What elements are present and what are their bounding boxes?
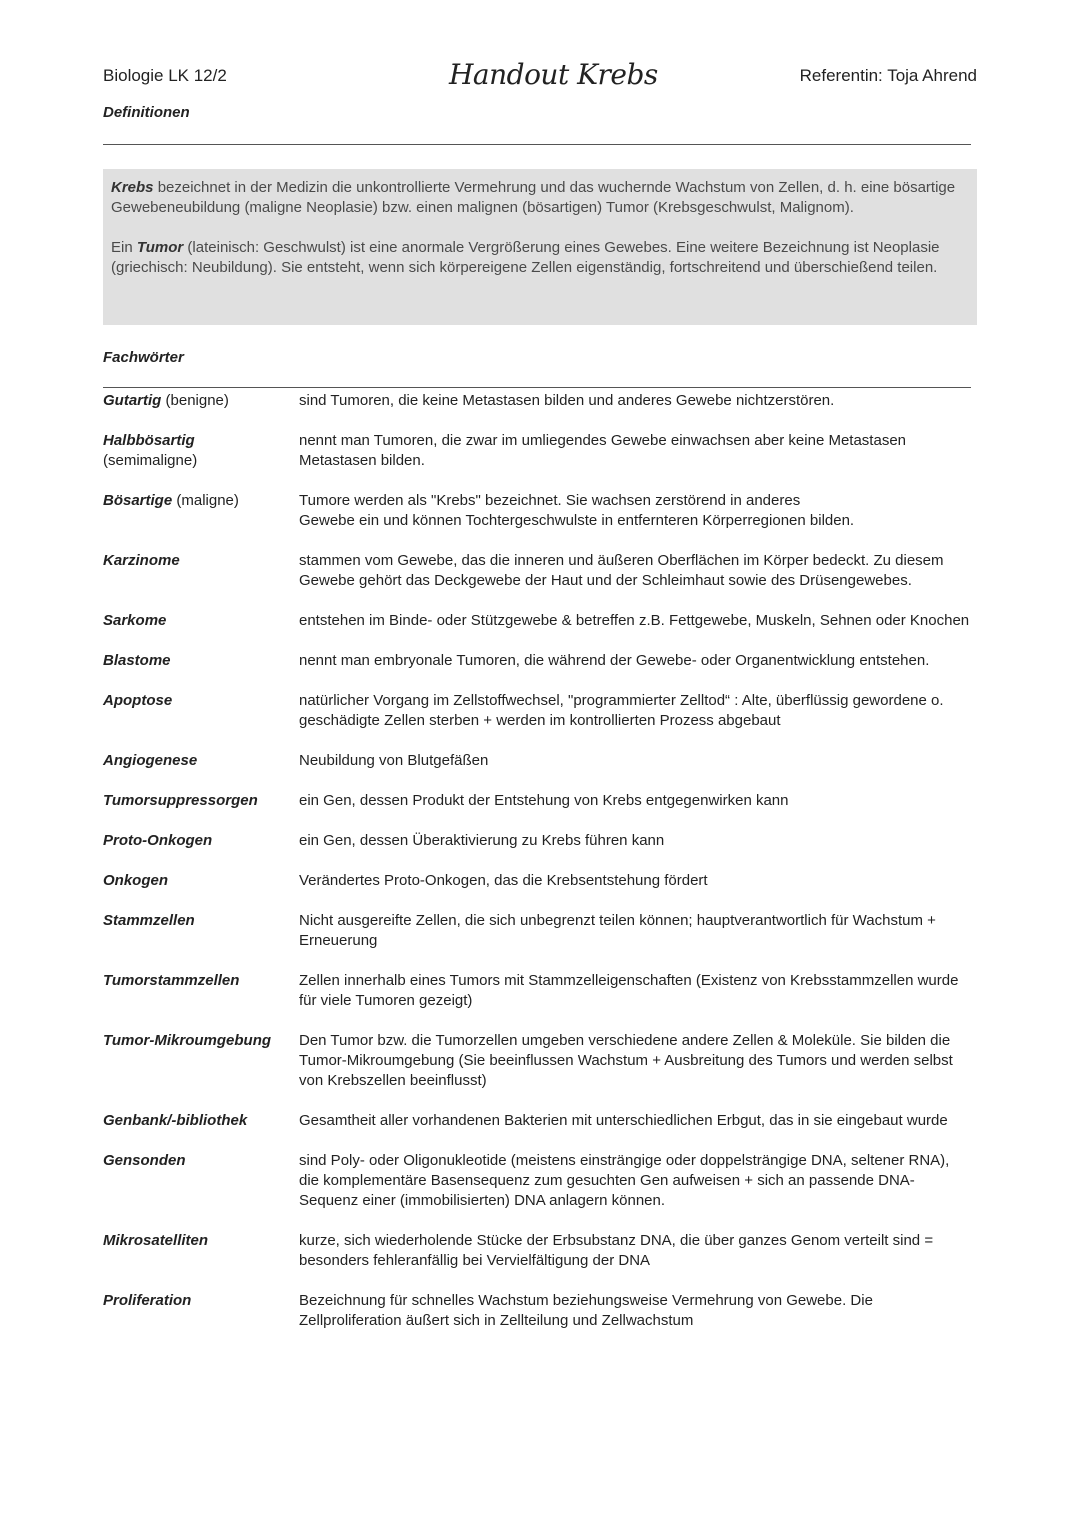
tumor-text: (lateinisch: Geschwulst) ist eine anormale Vergrößerung eines Gewebes. Eine weitere Bezeichnung ist Neoplasie (griechisch: Neubildung). Sie entsteht, wenn sich körpereigene Zellen eigenständig, fortschreitend und überschießend teilen.	[111, 239, 940, 276]
term-definition: kurze, sich wiederholende Stücke der Erbsubstanz DNA, die über ganzes Genom verteilt sind = besonders fehleranfällig bei Vervielfältigung der DNA	[299, 1232, 934, 1269]
krebs-definition	[111, 178, 969, 218]
definitions-divider	[103, 144, 971, 145]
term-label: Gensonden	[103, 1152, 186, 1169]
term-label: Onkogen	[103, 872, 169, 889]
term-name	[103, 791, 299, 811]
term-label: Stammzellen	[103, 912, 195, 929]
term-suffix: (maligne)	[172, 492, 239, 509]
term-suffix: (benigne)	[161, 392, 229, 409]
term-label: Sarkome	[103, 612, 167, 629]
definitions-heading: Definitionen	[103, 104, 190, 121]
term-definition: Zellen innerhalb eines Tumors mit Stammzelleigenschaften (Existenz von Krebsstammzellen wurde für viele Tumoren gezeigt)	[299, 972, 959, 1009]
term-name	[103, 1291, 299, 1331]
term-label: Proto-Onkogen	[103, 832, 213, 849]
term-name	[103, 971, 299, 1011]
term-label: Mikrosatelliten	[103, 1232, 209, 1249]
term-row	[103, 431, 977, 471]
term-label: Proliferation	[103, 1292, 192, 1309]
term-label: Halbbösartig	[103, 432, 195, 449]
term-label: Gutartig	[103, 392, 162, 409]
term-definition: stammen vom Gewebe, das die inneren und äußeren Oberflächen im Körper bedeckt. Zu diesem Gewebe gehört das Deckgewebe der Haut und der Schleimhaut sowie des Drüsengewebes.	[299, 552, 944, 589]
term-label: Blastome	[103, 652, 171, 669]
terms-divider	[103, 387, 971, 388]
tumor-definition	[111, 238, 969, 278]
term-name	[103, 871, 299, 891]
term-name	[103, 431, 299, 471]
term-name	[103, 1111, 299, 1131]
term-name	[103, 1151, 299, 1211]
term-row	[103, 751, 977, 771]
term-row	[103, 551, 977, 591]
term-name	[103, 751, 299, 771]
term-row	[103, 871, 977, 891]
term-label: Karzinome	[103, 552, 180, 569]
term-definition: Tumore werden als "Krebs" bezeichnet. Sie wachsen zerstörend in anderes Gewebe ein und können Tochtergeschwulste in entfernteren Körperregionen bilden.	[299, 492, 855, 529]
term-row	[103, 911, 977, 951]
term-row	[103, 1291, 977, 1331]
krebs-term: Krebs	[111, 179, 154, 196]
term-definition: Nicht ausgereifte Zellen, die sich unbegrenzt teilen können; hauptverantwortlich für Wachstum + Erneuerung	[299, 912, 936, 949]
term-label: Tumor-Mikroumgebung	[103, 1032, 272, 1049]
page-header	[103, 58, 977, 98]
tumor-term: Tumor	[136, 239, 184, 256]
term-row	[103, 831, 977, 851]
term-definition: nennt man embryonale Tumoren, die während der Gewebe- oder Organentwicklung entstehen.	[299, 652, 930, 669]
term-definition: Neubildung von Blutgefäßen	[299, 752, 489, 769]
term-row	[103, 1231, 977, 1271]
page-title: Handout Krebs	[449, 58, 658, 91]
term-definition: ein Gen, dessen Produkt der Entstehung von Krebs entgegenwirken kann	[299, 792, 789, 809]
term-row	[103, 651, 977, 671]
term-label: Angiogenese	[103, 752, 198, 769]
term-label: Genbank/-bibliothek	[103, 1112, 248, 1129]
term-label: Bösartige	[103, 492, 173, 509]
term-name	[103, 1031, 299, 1091]
term-definition: ein Gen, dessen Überaktivierung zu Krebs führen kann	[299, 832, 665, 849]
tumor-prefix: Ein	[111, 239, 137, 256]
krebs-text: bezeichnet in der Medizin die unkontrollierte Vermehrung und das wuchernde Wachstum von Zellen, d. h. eine bösartige Gewebeneubildung (maligne Neoplasie) bzw. einen malignen (bösartigen) Tumor (Krebsgeschwulst, Malignom).	[111, 179, 956, 216]
term-label: Apoptose	[103, 692, 173, 709]
term-row	[103, 971, 977, 1011]
term-definition: sind Poly- oder Oligonukleotide (meistens einsträngige oder doppelsträngige DNA, seltener RNA), die komplementäre Basensequenz zum gesuchten Gen aufweisen + sich an passende DNA-Sequenz einer (immobilisierten) DNA anlagern können.	[299, 1152, 950, 1209]
definitions-box	[103, 169, 977, 325]
term-definition: sind Tumoren, die keine Metastasen bilden und anderes Gewebe nichtzerstören.	[299, 392, 835, 409]
course-label: Biologie LK 12/2	[103, 66, 227, 85]
term-name	[103, 611, 299, 631]
referent-label: Referentin: Toja Ahrend	[799, 66, 977, 85]
term-definition: entstehen im Binde- oder Stützgewebe & betreffen z.B. Fettgewebe, Muskeln, Sehnen oder Knochen	[299, 612, 970, 629]
term-row	[103, 691, 977, 731]
term-definition: nennt man Tumoren, die zwar im umliegendes Gewebe einwachsen aber keine Metastasen Metastasen bilden.	[299, 432, 907, 469]
term-name	[103, 691, 299, 731]
term-definition: Bezeichnung für schnelles Wachstum beziehungsweise Vermehrung von Gewebe. Die Zellproliferation äußert sich in Zellteilung und Zellwachstum	[299, 1292, 873, 1329]
term-suffix: (semimaligne)	[103, 452, 198, 469]
term-name	[103, 651, 299, 671]
term-definition: natürlicher Vorgang im Zellstoffwechsel, "programmierter Zelltod“ : Alte, überflüssig gewordene o. geschädigte Zellen sterben + werden im kontrollierten Prozess abgebaut	[299, 692, 944, 729]
term-name	[103, 551, 299, 591]
terms-heading: Fachwörter	[103, 349, 184, 366]
term-row	[103, 391, 977, 411]
term-label: Tumorstammzellen	[103, 972, 240, 989]
term-name	[103, 391, 299, 411]
term-definition: Gesamtheit aller vorhandenen Bakterien mit unterschiedlichen Erbgut, das in sie eingebaut wurde	[299, 1112, 948, 1129]
term-row	[103, 1151, 977, 1211]
term-row	[103, 1031, 977, 1091]
term-row	[103, 791, 977, 811]
term-name	[103, 491, 299, 531]
terms-list	[103, 391, 977, 1351]
term-definition: Verändertes Proto-Onkogen, das die Krebsentstehung fördert	[299, 872, 708, 889]
term-name	[103, 831, 299, 851]
term-label: Tumorsuppressorgen	[103, 792, 258, 809]
term-name	[103, 911, 299, 951]
term-definition: Den Tumor bzw. die Tumorzellen umgeben verschiedene andere Zellen & Moleküle. Sie bilden die Tumor-Mikroumgebung (Sie beeinflussen Wachstum + Ausbreitung des Tumors und werden selbst von Krebszellen beeinflusst)	[299, 1032, 953, 1089]
term-row	[103, 1111, 977, 1131]
term-name	[103, 1231, 299, 1271]
term-row	[103, 611, 977, 631]
term-row	[103, 491, 977, 531]
